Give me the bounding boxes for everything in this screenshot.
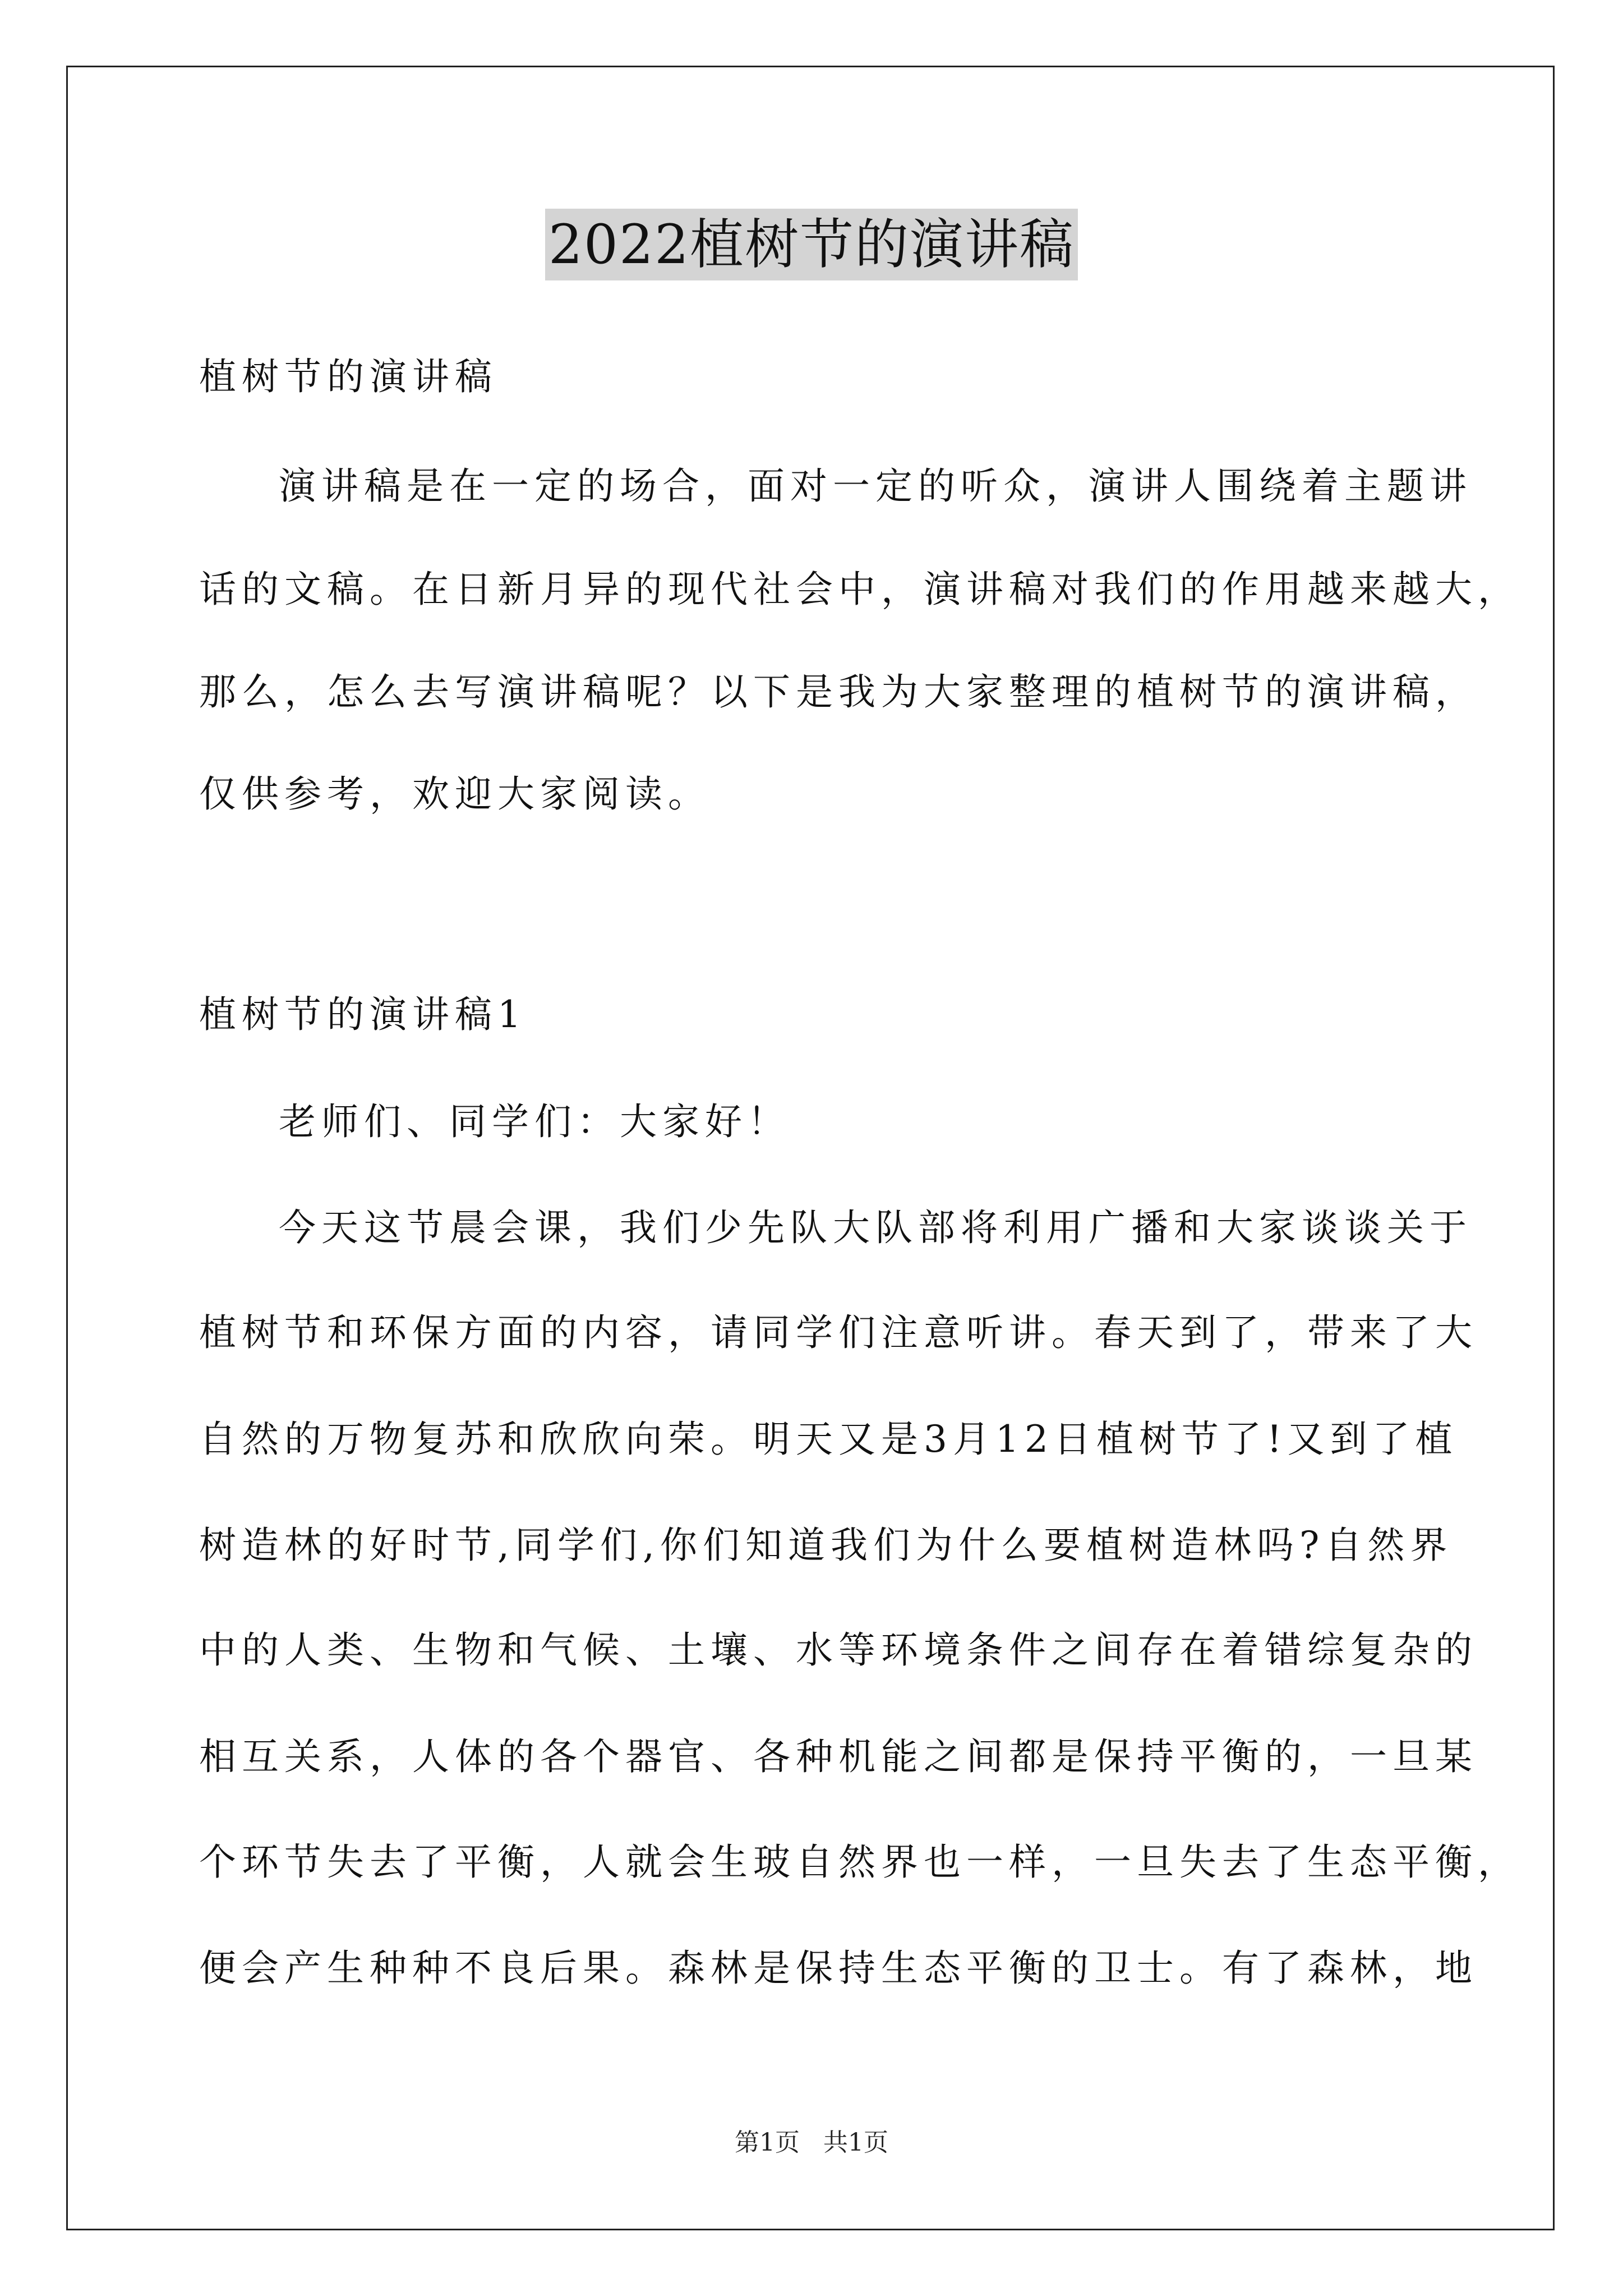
paragraph-line: 话的文稿。在日新月异的现代社会中，演讲稿对我们的作用越来越大， <box>199 568 1520 611</box>
section-heading: 植树节的演讲稿 <box>199 355 497 398</box>
title-container <box>0 209 1623 280</box>
section-heading: 植树节的演讲稿1 <box>199 993 527 1036</box>
paragraph-line: 演讲稿是在一定的场合，面对一定的听众，演讲人围绕着主题讲 <box>279 464 1472 508</box>
paragraph-line: 植树节和环保方面的内容，请同学们注意听讲。春天到了，带来了大 <box>199 1311 1478 1354</box>
page-number: 第1页 <box>735 2128 800 2157</box>
paragraph-line: 老师们、同学们：大家好！ <box>279 1100 790 1143</box>
paragraph-line: 树造林的好时节,同学们,你们知道我们为什么要植树造林吗?自然界 <box>199 1524 1453 1567</box>
paragraph-line: 自然的万物复苏和欣欣向荣。明天又是3月12日植树节了!又到了植 <box>199 1418 1458 1461</box>
paragraph-line: 便会产生种种不良后果。森林是保持生态平衡的卫士。有了森林，地 <box>199 1947 1478 1990</box>
document-title: 2022植树节的演讲稿 <box>545 209 1078 280</box>
paragraph-line: 个环节失去了平衡，人就会生玻自然界也一样，一旦失去了生态平衡， <box>199 1841 1520 1884</box>
paragraph-line: 中的人类、生物和气候、土壤、水等环境条件之间存在着错综复杂的 <box>199 1628 1478 1672</box>
page-total: 共1页 <box>823 2128 888 2157</box>
paragraph-line: 仅供参考，欢迎大家阅读。 <box>199 772 711 816</box>
paragraph-line: 相互关系，人体的各个器官、各种机能之间都是保持平衡的，一旦某 <box>199 1735 1478 1778</box>
page-footer <box>0 2126 1623 2160</box>
paragraph-line: 今天这节晨会课，我们少先队大队部将利用广播和大家谈谈关于 <box>279 1206 1472 1249</box>
paragraph-line: 那么，怎么去写演讲稿呢？以下是我为大家整理的植树节的演讲稿， <box>199 670 1478 714</box>
